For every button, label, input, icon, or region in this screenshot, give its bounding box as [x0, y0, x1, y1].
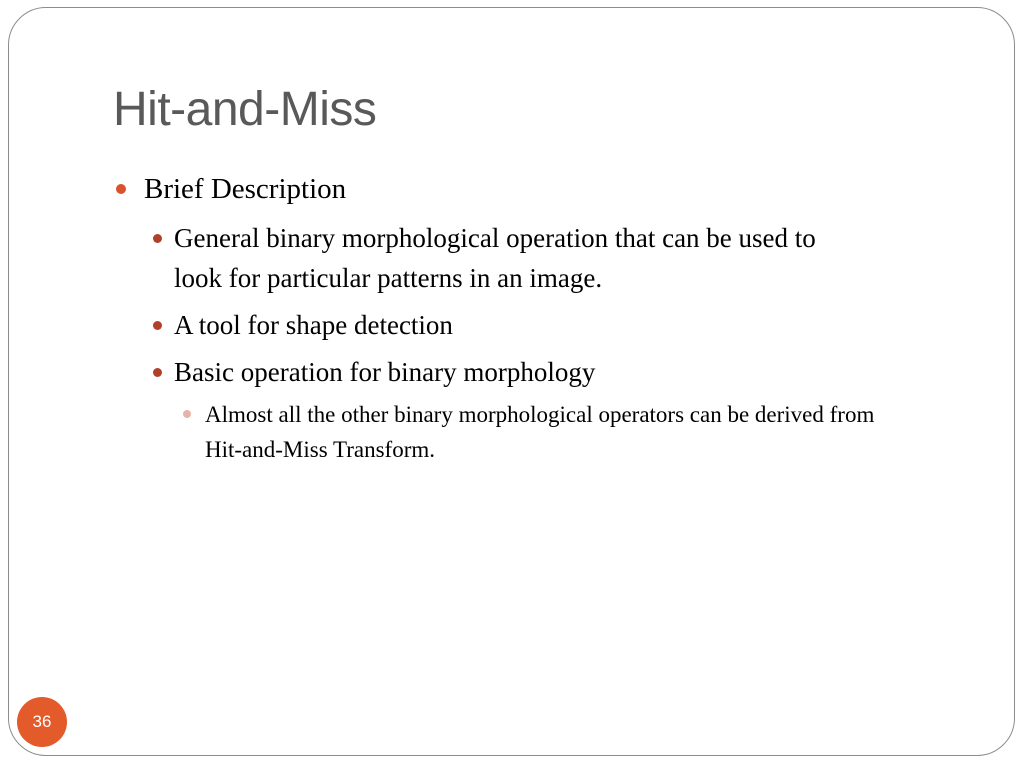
bullet-text-line2: look for particular patterns in an image.: [174, 263, 603, 293]
slide-title: Hit-and-Miss: [113, 83, 377, 136]
bullet-text-line1: Almost all the other binary morphological operators can be derived from: [205, 402, 875, 427]
bullet-text-line2: Hit-and-Miss Transform.: [205, 437, 436, 462]
bullet-dot-icon: [153, 368, 162, 377]
bullet-text-line1: General binary morphological operation that can be used to: [174, 223, 816, 253]
page-number-badge: 36: [17, 697, 67, 747]
bullet-dot-icon: [183, 410, 191, 418]
bullet-dot-icon: [116, 184, 126, 194]
bullet-dot-icon: [153, 234, 162, 243]
bullet-dot-icon: [153, 321, 162, 330]
bullet-text: Basic operation for binary morphology: [174, 357, 596, 387]
bullet-text: A tool for shape detection: [174, 310, 453, 340]
bullet-text: Brief Description: [144, 173, 347, 205]
